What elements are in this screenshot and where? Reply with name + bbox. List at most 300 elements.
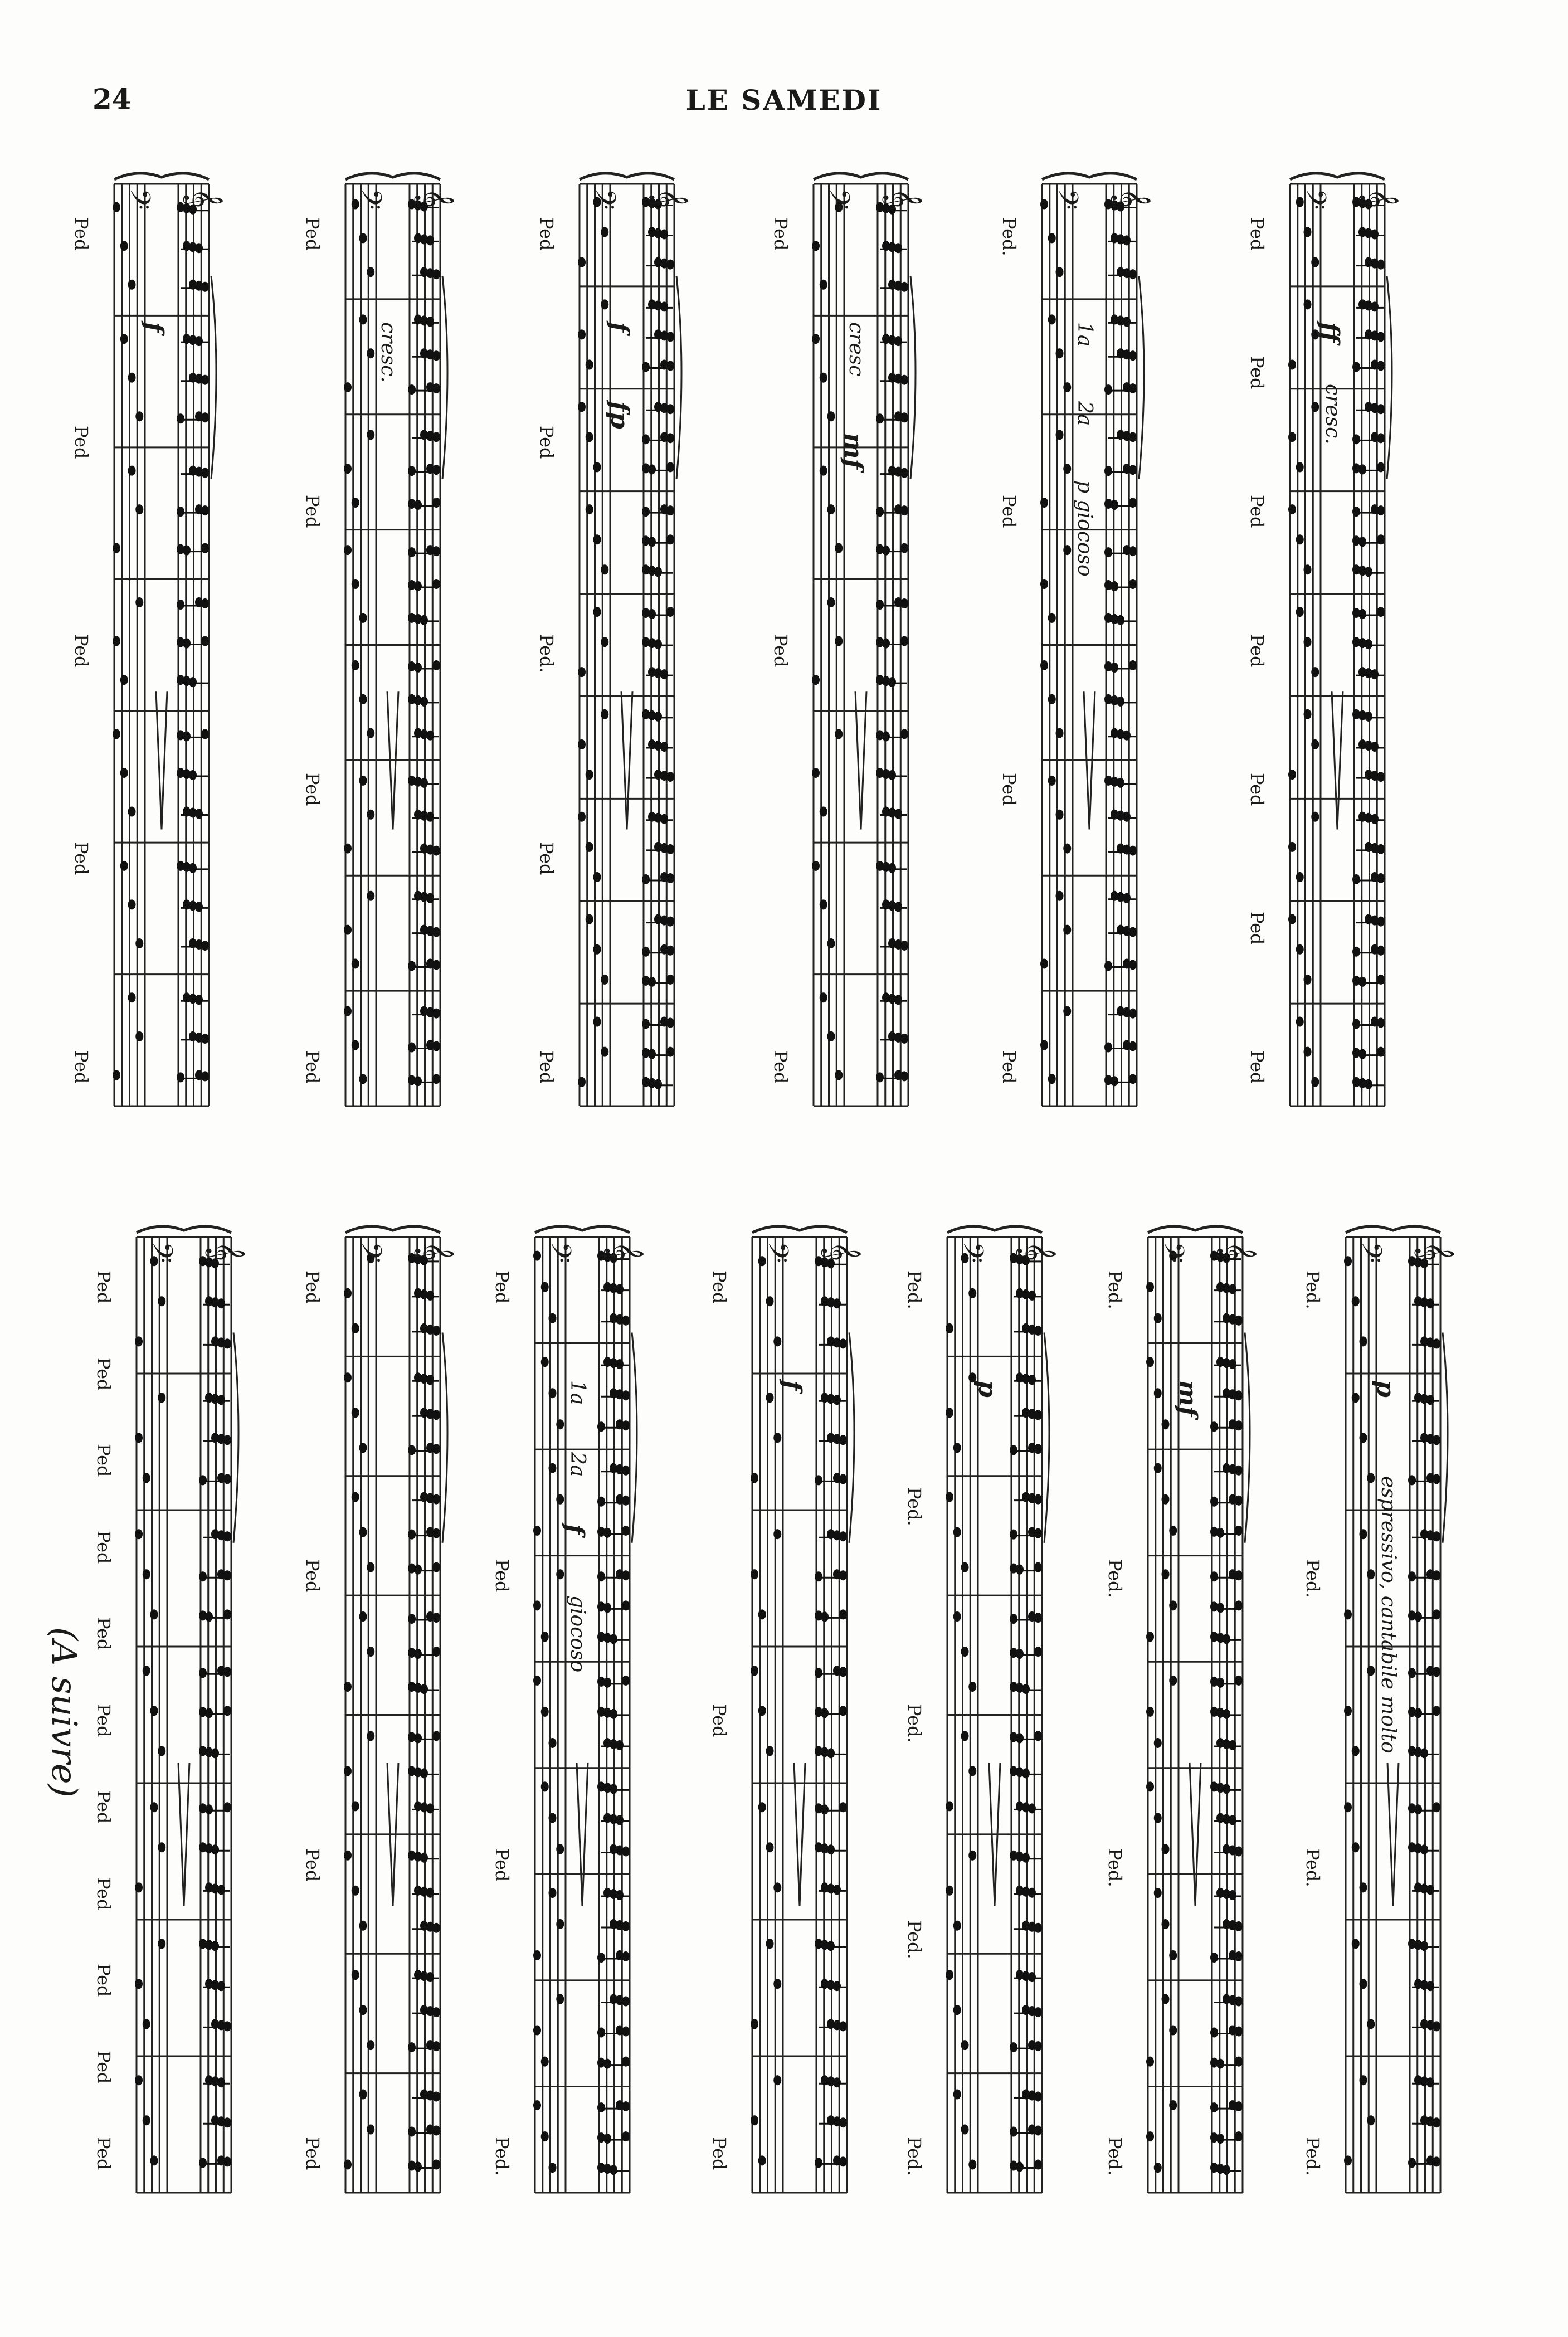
note-head bbox=[827, 411, 835, 421]
note-head bbox=[622, 1570, 630, 1580]
note-head bbox=[660, 814, 668, 824]
bass-clef-icon: 𝄢 bbox=[139, 1241, 178, 1263]
note-head bbox=[344, 1288, 352, 1298]
note-head bbox=[367, 2040, 374, 2050]
crescendo-hairpin bbox=[1190, 1763, 1201, 1906]
note-head bbox=[1360, 1979, 1367, 1989]
note-head bbox=[1377, 946, 1385, 956]
note-head bbox=[1296, 607, 1304, 617]
note-head bbox=[1414, 1611, 1422, 1622]
crescendo-hairpin bbox=[794, 1763, 805, 1906]
note-head bbox=[1117, 778, 1124, 788]
crescendo-hairpin bbox=[577, 1763, 588, 1906]
note-head bbox=[1360, 2075, 1367, 2085]
note-head bbox=[1360, 1529, 1367, 1539]
note-head bbox=[1229, 1890, 1236, 1900]
note-head bbox=[408, 1042, 416, 1052]
note-head bbox=[352, 498, 359, 508]
note-head bbox=[815, 2158, 822, 2168]
note-head bbox=[1235, 2027, 1243, 2037]
note-head bbox=[1063, 382, 1071, 392]
note-head bbox=[961, 1647, 969, 1657]
note-head bbox=[223, 2021, 231, 2031]
bass-clef-icon: 𝄢 bbox=[950, 1241, 989, 1263]
note-head bbox=[352, 1492, 359, 1502]
note-head bbox=[426, 1291, 434, 1301]
note-head bbox=[654, 1079, 662, 1089]
note-head bbox=[1016, 2162, 1024, 2172]
pedal-mark: Ped bbox=[71, 425, 92, 459]
note-head bbox=[578, 667, 586, 677]
pedal-mark: Ped. bbox=[1104, 1848, 1126, 1887]
note-head bbox=[601, 227, 608, 237]
pedal-mark: Ped bbox=[1246, 356, 1268, 390]
brace-icon bbox=[1042, 173, 1137, 179]
pedal-mark: Ped bbox=[71, 634, 92, 668]
note-head bbox=[1129, 846, 1137, 856]
note-head bbox=[1377, 332, 1385, 342]
pedal-mark: Ped bbox=[302, 217, 323, 251]
note-head bbox=[201, 375, 209, 385]
note-head bbox=[195, 243, 203, 253]
note-head bbox=[1169, 1950, 1177, 1960]
note-head bbox=[839, 1570, 847, 1580]
note-head bbox=[1104, 384, 1112, 395]
note-head bbox=[773, 1882, 781, 1892]
dynamic-mark: p bbox=[1371, 1380, 1400, 1398]
note-head bbox=[150, 1802, 158, 1812]
slur bbox=[233, 1333, 238, 1543]
slur bbox=[1139, 276, 1144, 479]
brace-icon bbox=[947, 1226, 1042, 1233]
note-head bbox=[1377, 917, 1385, 927]
note-head bbox=[1358, 609, 1366, 619]
note-head bbox=[1056, 267, 1064, 277]
note-head bbox=[344, 382, 352, 392]
note-head bbox=[128, 466, 136, 476]
note-head bbox=[344, 1851, 352, 1861]
note-head bbox=[894, 243, 902, 253]
note-head bbox=[654, 567, 662, 577]
note-head bbox=[642, 434, 650, 444]
music-system bbox=[936, 1220, 1053, 2209]
note-head bbox=[1154, 1888, 1162, 1898]
note-head bbox=[1420, 1844, 1428, 1854]
note-head bbox=[1296, 944, 1304, 955]
pedal-mark: Ped. bbox=[1302, 1270, 1323, 1309]
music-system bbox=[741, 1220, 858, 2209]
note-head bbox=[654, 639, 662, 649]
note-head bbox=[1162, 1994, 1170, 2004]
note-head bbox=[223, 1338, 231, 1348]
note-head bbox=[603, 2134, 611, 2144]
bass-clef-icon: 𝄢 bbox=[1045, 188, 1084, 210]
note-head bbox=[344, 844, 352, 854]
note-head bbox=[1367, 1569, 1375, 1579]
note-head bbox=[352, 660, 359, 670]
note-head bbox=[953, 1443, 961, 1453]
pedal-mark: Ped bbox=[93, 1270, 114, 1304]
note-head bbox=[426, 893, 434, 903]
note-head bbox=[642, 362, 650, 372]
system-staves bbox=[524, 1220, 641, 2209]
note-head bbox=[622, 1997, 630, 2007]
note-head bbox=[603, 1678, 611, 1688]
note-head bbox=[1367, 2115, 1375, 2125]
note-head bbox=[432, 960, 440, 970]
note-head bbox=[211, 1748, 219, 1758]
brace-icon bbox=[814, 173, 908, 179]
note-head bbox=[835, 636, 843, 646]
note-head bbox=[549, 1313, 557, 1323]
note-head bbox=[586, 360, 593, 370]
note-head bbox=[135, 1529, 143, 1539]
note-head bbox=[812, 768, 820, 778]
note-head bbox=[1056, 728, 1064, 738]
note-head bbox=[660, 230, 668, 240]
note-head bbox=[1162, 1919, 1170, 1929]
bass-clef-icon: 𝄢 bbox=[582, 188, 621, 210]
note-head bbox=[150, 1706, 158, 1716]
note-head bbox=[1377, 873, 1385, 883]
note-head bbox=[835, 543, 843, 553]
pedal-mark: Ped bbox=[93, 1530, 114, 1564]
page-number: 24 bbox=[92, 82, 132, 115]
note-head bbox=[1123, 235, 1131, 245]
note-head bbox=[616, 1890, 624, 1900]
music-system bbox=[1279, 167, 1396, 1123]
note-head bbox=[420, 697, 428, 707]
expression-mark: 1a bbox=[566, 1380, 589, 1405]
note-head bbox=[1365, 712, 1372, 722]
system-staves bbox=[1137, 1220, 1254, 2209]
note-head bbox=[1229, 1740, 1236, 1750]
pedal-mark: Ped bbox=[71, 1050, 92, 1084]
note-head bbox=[183, 731, 191, 741]
slur bbox=[1245, 1333, 1250, 1543]
note-head bbox=[367, 1562, 374, 1572]
note-head bbox=[1129, 546, 1137, 556]
note-head bbox=[1034, 1613, 1042, 1623]
note-head bbox=[1210, 1571, 1218, 1581]
note-head bbox=[827, 597, 835, 607]
note-head bbox=[1377, 505, 1385, 515]
music-system bbox=[103, 167, 220, 1123]
note-head bbox=[408, 961, 416, 971]
note-head bbox=[1352, 1746, 1360, 1756]
note-head bbox=[894, 809, 902, 819]
note-head bbox=[616, 1815, 624, 1825]
dynamic-mark: fp bbox=[605, 401, 634, 429]
note-head bbox=[1028, 1375, 1036, 1385]
note-head bbox=[666, 433, 674, 443]
note-head bbox=[1034, 1410, 1042, 1420]
note-head bbox=[648, 977, 656, 987]
note-head bbox=[1367, 1473, 1375, 1483]
pedal-mark: Ped. bbox=[1104, 1559, 1126, 1599]
pedal-mark: Ped bbox=[709, 1270, 730, 1304]
note-head bbox=[1288, 842, 1296, 852]
bass-clef-icon: 𝄢 bbox=[348, 188, 387, 210]
note-head bbox=[1154, 1813, 1162, 1823]
note-head bbox=[414, 581, 422, 591]
note-head bbox=[1034, 1326, 1042, 1336]
note-head bbox=[833, 1395, 841, 1405]
note-head bbox=[1111, 1076, 1118, 1086]
note-head bbox=[352, 1970, 359, 1980]
note-head bbox=[533, 1676, 541, 1686]
note-head bbox=[1028, 1291, 1036, 1301]
note-head bbox=[660, 669, 668, 679]
brace-icon bbox=[1290, 173, 1385, 179]
note-head bbox=[1235, 1496, 1243, 1506]
note-head bbox=[622, 1846, 630, 1856]
note-head bbox=[820, 992, 827, 1002]
dynamic-mark: mf bbox=[1173, 1380, 1202, 1417]
note-head bbox=[367, 728, 374, 738]
note-head bbox=[1016, 1565, 1024, 1575]
note-head bbox=[622, 2027, 630, 2037]
pedal-mark: Ped bbox=[1246, 911, 1268, 945]
note-head bbox=[533, 1950, 541, 1960]
note-head bbox=[113, 543, 120, 553]
note-head bbox=[189, 770, 197, 780]
note-head bbox=[367, 891, 374, 901]
note-head bbox=[953, 1527, 961, 1537]
note-head bbox=[839, 1338, 847, 1348]
note-head bbox=[1216, 1528, 1224, 1538]
note-head bbox=[177, 600, 184, 610]
note-head bbox=[344, 1372, 352, 1382]
note-head bbox=[593, 944, 601, 955]
note-head bbox=[1063, 1006, 1071, 1016]
note-head bbox=[426, 812, 434, 822]
note-head bbox=[408, 547, 416, 557]
note-head bbox=[1358, 464, 1366, 474]
brace-icon bbox=[345, 173, 440, 179]
note-head bbox=[601, 975, 608, 985]
note-head bbox=[1146, 2131, 1154, 2141]
note-head bbox=[1433, 2021, 1440, 2031]
note-head bbox=[833, 1981, 841, 1991]
note-head bbox=[1433, 2156, 1440, 2166]
note-head bbox=[900, 941, 908, 951]
note-head bbox=[882, 731, 890, 741]
note-head bbox=[426, 1972, 434, 1982]
pedal-mark: Ped. bbox=[904, 1487, 925, 1526]
note-head bbox=[352, 1801, 359, 1811]
note-head bbox=[815, 1571, 822, 1581]
note-head bbox=[1056, 430, 1064, 440]
note-head bbox=[426, 731, 434, 741]
note-head bbox=[1377, 772, 1385, 782]
note-head bbox=[827, 1844, 835, 1854]
note-head bbox=[1311, 402, 1319, 412]
pedal-mark: Ped bbox=[1246, 495, 1268, 528]
note-head bbox=[223, 1474, 231, 1484]
note-head bbox=[1010, 1530, 1017, 1540]
note-head bbox=[367, 1647, 374, 1657]
note-head bbox=[1377, 404, 1385, 414]
note-head bbox=[426, 317, 434, 327]
note-head bbox=[1426, 1395, 1434, 1405]
note-head bbox=[1352, 1842, 1360, 1852]
note-head bbox=[135, 597, 143, 607]
note-head bbox=[1288, 504, 1296, 514]
note-head bbox=[1034, 1923, 1042, 1933]
treble-clef-icon: 𝄞 bbox=[650, 188, 689, 208]
note-head bbox=[1162, 1844, 1170, 1854]
expression-mark: cresc. bbox=[377, 322, 400, 383]
note-head bbox=[900, 375, 908, 385]
note-head bbox=[201, 468, 209, 478]
treble-clef-icon: 𝄞 bbox=[884, 188, 923, 208]
note-head bbox=[900, 468, 908, 478]
note-head bbox=[1229, 1815, 1236, 1825]
pedal-mark: Ped. bbox=[1302, 2137, 1323, 2176]
note-head bbox=[195, 336, 203, 346]
note-head bbox=[1371, 742, 1379, 752]
note-head bbox=[1235, 1466, 1243, 1476]
note-head bbox=[601, 564, 608, 574]
note-head bbox=[1304, 709, 1312, 719]
music-system bbox=[1031, 167, 1148, 1123]
note-head bbox=[839, 2156, 847, 2166]
note-head bbox=[642, 507, 650, 517]
note-head bbox=[1010, 2127, 1017, 2137]
note-head bbox=[113, 1070, 120, 1080]
note-head bbox=[1344, 2155, 1352, 2165]
dynamic-mark: f bbox=[140, 322, 168, 333]
note-head bbox=[1229, 1284, 1236, 1294]
note-head bbox=[1129, 383, 1137, 393]
note-head bbox=[1352, 507, 1360, 517]
note-head bbox=[432, 1444, 440, 1454]
note-head bbox=[946, 1886, 953, 1896]
note-head bbox=[367, 2125, 374, 2135]
note-head bbox=[766, 1393, 774, 1403]
note-head bbox=[946, 1408, 953, 1418]
note-head bbox=[556, 1844, 564, 1854]
note-head bbox=[1358, 537, 1366, 547]
note-head bbox=[758, 1609, 766, 1619]
note-head bbox=[359, 314, 367, 324]
note-head bbox=[217, 2077, 225, 2087]
note-head bbox=[666, 361, 674, 371]
pedal-mark: Ped bbox=[709, 2137, 730, 2170]
note-head bbox=[432, 1613, 440, 1623]
note-head bbox=[359, 1611, 367, 1622]
note-head bbox=[426, 1803, 434, 1813]
note-head bbox=[541, 2057, 549, 2067]
expression-mark: espressivo, cantabile molto bbox=[1377, 1476, 1400, 1754]
system-staves bbox=[334, 1220, 451, 2209]
note-head bbox=[1360, 1433, 1367, 1443]
note-head bbox=[1162, 1569, 1170, 1579]
note-head bbox=[622, 1390, 630, 1400]
expression-mark: 1a bbox=[1073, 322, 1096, 347]
note-head bbox=[839, 2117, 847, 2127]
treble-clef-icon: 𝄞 bbox=[1360, 188, 1399, 208]
note-head bbox=[882, 546, 890, 556]
bass-clef-icon: 𝄢 bbox=[1348, 1241, 1387, 1263]
note-head bbox=[217, 1981, 225, 1991]
note-head bbox=[1408, 2158, 1416, 2168]
note-head bbox=[1288, 914, 1296, 924]
note-head bbox=[894, 995, 902, 1005]
note-head bbox=[660, 301, 668, 311]
note-head bbox=[359, 1443, 367, 1453]
note-head bbox=[1311, 257, 1319, 267]
note-head bbox=[1377, 361, 1385, 371]
note-head bbox=[968, 1851, 976, 1861]
note-head bbox=[432, 1410, 440, 1420]
note-head bbox=[601, 299, 608, 309]
note-head bbox=[821, 1611, 829, 1622]
note-head bbox=[135, 1031, 143, 1041]
note-head bbox=[1377, 844, 1385, 854]
pedal-mark: Ped bbox=[93, 1617, 114, 1650]
pedal-mark: Ped bbox=[71, 842, 92, 875]
slur bbox=[442, 276, 447, 479]
note-head bbox=[344, 545, 352, 555]
note-head bbox=[900, 1071, 908, 1081]
note-head bbox=[135, 1979, 143, 1989]
note-head bbox=[549, 1813, 557, 1823]
note-head bbox=[622, 2101, 630, 2111]
note-head bbox=[432, 465, 440, 475]
note-head bbox=[1288, 770, 1296, 780]
note-head bbox=[1129, 960, 1137, 970]
note-head bbox=[968, 1682, 976, 1692]
note-head bbox=[616, 1359, 624, 1369]
note-head bbox=[839, 1474, 847, 1484]
pedal-mark: Ped bbox=[302, 495, 323, 528]
note-head bbox=[666, 844, 674, 854]
note-head bbox=[135, 411, 143, 421]
note-head bbox=[578, 402, 586, 412]
pedal-mark: Ped bbox=[93, 1877, 114, 1911]
note-head bbox=[616, 1284, 624, 1294]
note-head bbox=[158, 1746, 165, 1756]
note-head bbox=[654, 712, 662, 722]
expression-mark: cresc. bbox=[1321, 383, 1344, 445]
bass-clef-icon: 𝄢 bbox=[538, 1241, 577, 1263]
note-head bbox=[1123, 731, 1131, 741]
note-head bbox=[839, 1435, 847, 1445]
note-head bbox=[541, 1282, 549, 1292]
note-head bbox=[827, 1941, 835, 1951]
note-head bbox=[610, 1784, 617, 1794]
note-head bbox=[1420, 1941, 1428, 1951]
note-head bbox=[839, 1531, 847, 1541]
note-head bbox=[432, 2041, 440, 2051]
brace-icon bbox=[580, 173, 674, 179]
note-head bbox=[414, 1076, 422, 1086]
note-head bbox=[359, 1527, 367, 1537]
note-head bbox=[1360, 1336, 1367, 1346]
pedal-mark: Ped bbox=[93, 1703, 114, 1737]
note-head bbox=[1169, 1600, 1177, 1610]
music-system bbox=[334, 167, 451, 1123]
note-head bbox=[541, 1632, 549, 1642]
note-head bbox=[900, 282, 908, 292]
bass-clef-icon: 𝄢 bbox=[1293, 188, 1332, 210]
note-head bbox=[961, 1731, 969, 1741]
note-head bbox=[344, 2160, 352, 2170]
note-head bbox=[408, 1445, 416, 1455]
system-staves bbox=[334, 167, 451, 1123]
